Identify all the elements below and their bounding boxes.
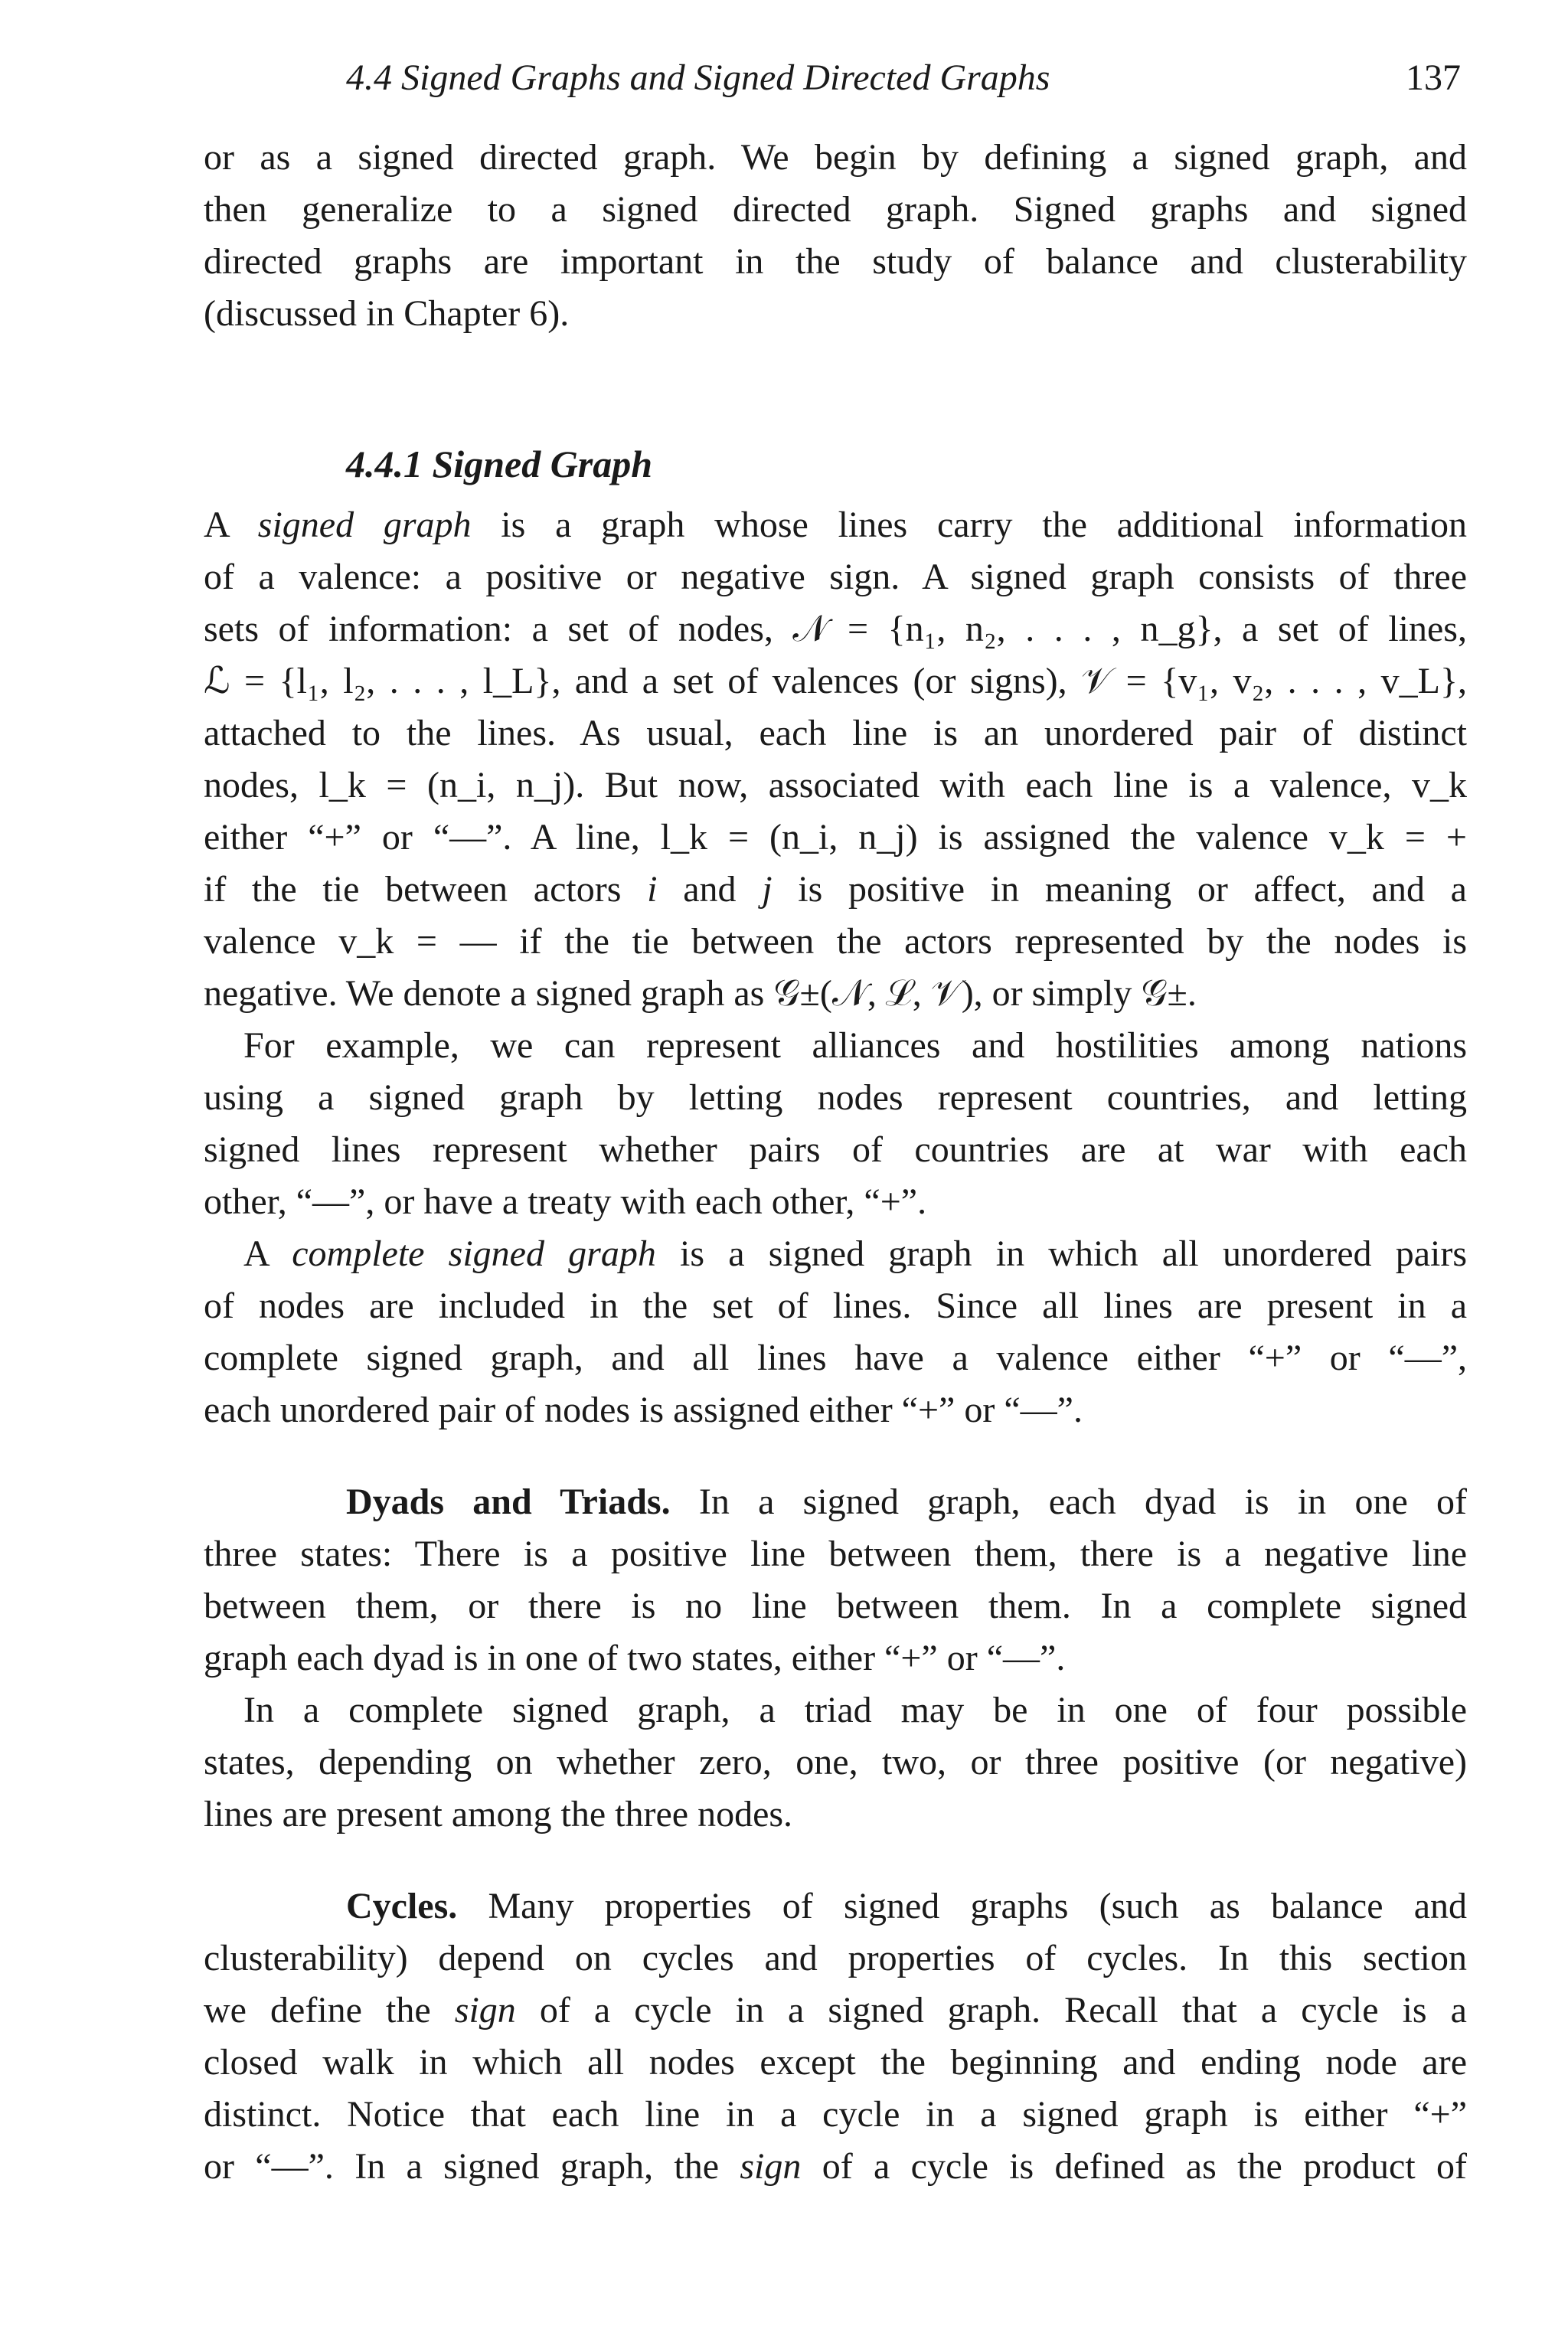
- text-run: of a cycle in a signed graph. Recall that a cycle is a: [515, 1990, 1467, 2031]
- text-line: three states: There is a positive line between them, there is a negative line: [204, 1534, 1467, 1574]
- text-line: either “+” or “—”. A line, l_k = (n_i, n_j) is assigned the valence v_k = +: [204, 817, 1467, 858]
- text-line: nodes, l_k = (n_i, n_j). But now, associated with each line is a valence, v_k: [204, 765, 1467, 805]
- text-line: then generalize to a signed directed graph. Signed graphs and signed: [204, 189, 1467, 230]
- text-line: [204, 1476, 1467, 1528]
- text-line: [204, 1985, 1467, 2037]
- text-run: and: [657, 869, 763, 910]
- text-line: [204, 2141, 1467, 2193]
- text-run: A: [204, 505, 258, 545]
- cycles-paragraph: [204, 1880, 1467, 2193]
- text-line: [204, 499, 1467, 551]
- page-number: 137: [1406, 57, 1461, 98]
- dyads-paragraph: [204, 1476, 1467, 1684]
- text-line: negative. We denote a signed graph as 𝒢±(𝒩, ℒ, 𝒱), or simply 𝒢±.: [204, 973, 1197, 1014]
- text-run: or “—”. In a signed graph, the: [204, 2146, 740, 2187]
- text-line: or as a signed directed graph. We begin by defining a signed graph, and: [204, 137, 1467, 178]
- text-line: other, “—”, or have a treaty with each other, “+”.: [204, 1181, 927, 1222]
- text-line: between them, or there is no line between them. In a complete signed: [204, 1586, 1467, 1626]
- term-sign: sign: [740, 2146, 802, 2187]
- text-run: we define the: [204, 1990, 455, 2031]
- text-run: In a signed graph, each dyad is in one of: [670, 1482, 1468, 1522]
- text-line: sets of information: a set of nodes, 𝒩 = {n₁, n₂, . . . , n_g}, a set of lines,: [204, 609, 1467, 649]
- text-line: [204, 1880, 1467, 1933]
- text-run: if the tie between actors: [204, 869, 648, 910]
- text-line: distinct. Notice that each line in a cycle in a signed graph is either “+”: [204, 2094, 1467, 2135]
- text-line: ℒ = {l₁, l₂, . . . , l_L}, and a set of valences (or signs), 𝒱 = {v₁, v₂, . . . , v_L},: [204, 661, 1467, 701]
- text-line: states, depending on whether zero, one, two, or three positive (or negative): [204, 1742, 1467, 1782]
- variable-i: i: [647, 869, 658, 910]
- running-head: 4.4 Signed Graphs and Signed Directed Graphs: [346, 57, 1050, 98]
- text-line: lines are present among the three nodes.: [204, 1794, 793, 1834]
- text-run: is a graph whose lines carry the additional information: [471, 505, 1468, 545]
- term-signed-graph: signed graph: [257, 505, 472, 545]
- text-line: [204, 1228, 1467, 1280]
- text-line: of a valence: a positive or negative sign. A signed graph consists of three: [204, 557, 1467, 597]
- text-line: complete signed graph, and all lines have a valence either “+” or “—”,: [204, 1338, 1467, 1378]
- run-in-heading-dyads: Dyads and Triads.: [346, 1482, 671, 1522]
- text-run: A: [243, 1233, 292, 1274]
- text-line: [204, 864, 1467, 916]
- run-in-heading-cycles: Cycles.: [346, 1886, 458, 1926]
- triads-paragraph: [204, 1684, 1467, 1841]
- text-line: using a signed graph by letting nodes represent countries, and letting: [204, 1077, 1467, 1118]
- text-line: valence v_k = — if the tie between the actors represented by the nodes is: [204, 921, 1467, 962]
- text-run: is positive in meaning or affect, and a: [772, 869, 1467, 910]
- text-line: clusterability) depend on cycles and properties of cycles. In this section: [204, 1938, 1467, 1978]
- definition-paragraph: [204, 499, 1467, 1020]
- text-line: (discussed in Chapter 6).: [204, 293, 570, 334]
- text-line: attached to the lines. As usual, each line is an unordered pair of distinct: [204, 713, 1467, 753]
- variable-j: j: [762, 869, 773, 910]
- text-line: signed lines represent whether pairs of countries are at war with each: [204, 1129, 1467, 1170]
- text-line: directed graphs are important in the study of balance and clusterability: [204, 241, 1467, 282]
- text-line: graph each dyad is in one of two states, either “+” or “—”.: [204, 1638, 1066, 1678]
- term-complete-signed-graph: complete signed graph: [292, 1233, 656, 1274]
- term-sign: sign: [454, 1990, 516, 2031]
- text-line: In a complete signed graph, a triad may be in one of four possible: [243, 1690, 1467, 1730]
- example-paragraph: [204, 1020, 1467, 1228]
- text-run: Many properties of signed graphs (such as balance and: [457, 1886, 1467, 1926]
- intro-paragraph: [204, 132, 1467, 340]
- section-title: 4.4.1 Signed Graph: [346, 443, 653, 485]
- text-line: For example, we can represent alliances and hostilities among nations: [243, 1025, 1467, 1066]
- text-line: of nodes are included in the set of lines. Since all lines are present in a: [204, 1286, 1467, 1326]
- complete-signed-graph-paragraph: [204, 1228, 1467, 1436]
- text-line: each unordered pair of nodes is assigned either “+” or “—”.: [204, 1390, 1083, 1430]
- text-run: of a cycle is defined as the product of: [801, 2146, 1467, 2187]
- text-line: closed walk in which all nodes except the beginning and ending node are: [204, 2042, 1467, 2083]
- text-run: is a signed graph in which all unordered pairs: [655, 1233, 1468, 1274]
